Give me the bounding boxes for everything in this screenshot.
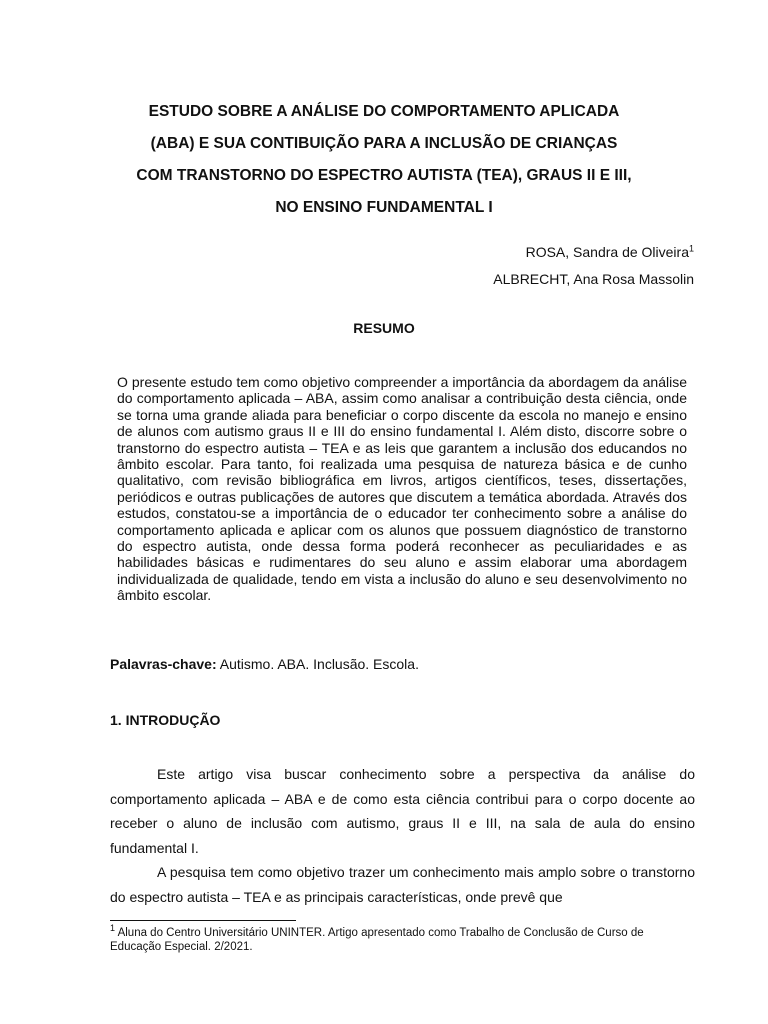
abstract-heading: RESUMO xyxy=(353,320,415,336)
body-paragraph: Este artigo visa buscar conhecimento sobre a perspectiva da análise do comportamento aplicada – ABA e de como esta ciência contribui para o corpo docente ao receber o aluno de inclusão com autismo, graus II e III, na sala de aula do ensino fundamental I. xyxy=(110,766,695,856)
keywords-line xyxy=(110,656,419,672)
section-heading-introducao: 1. INTRODUÇÃO xyxy=(110,712,221,728)
author-albrecht xyxy=(493,271,694,287)
section-body xyxy=(110,762,695,909)
footnote-mark: 1 xyxy=(110,923,116,934)
author-name: ALBRECHT, Ana Rosa Massolin xyxy=(493,271,694,287)
footnote-marker: 1 xyxy=(688,243,694,254)
keywords-values: Autismo. ABA. Inclusão. Escola. xyxy=(219,656,419,672)
abstract-text: O presente estudo tem como objetivo compreender a importância da abordagem da análise do comportamento aplicada – ABA, assim como analisar a contribuição desta ciência, onde se torna uma grande aliada para beneficiar o corpo discente da escola no manejo e ensino de alunos com autismo graus II e III do ensino fundamental I. Além disto, discorre sobre o transtorno do espectro autista – TEA e as leis que garantem a inclusão dos educandos no âmbito escolar. Para tanto, foi realizada uma pesquisa de natureza básica e de cunho qualitativo, com revisão bibliográfica em livros, artigos científicos, teses, dissertações, periódicos e outras publicações de autores que discutem a temática abordada. Através dos estudos, constatou-se a importância de o educador ter conhecimento sobre a análise do comportamento aplicada e aplicar com os alunos que possuem diagnóstico de transtorno do espectro autista, onde dessa forma poderá reconhecer as peculiaridades e as habilidades básicas e rudimentares do seu aluno e assim elaborar uma abordagem individualizada de qualidade, tendo em vista a inclusão do aluno e seu desenvolvimento no âmbito escolar. xyxy=(117,374,687,604)
title-line: (ABA) E SUA CONTIBUIÇÃO PARA A INCLUSÃO DE CRIANÇAS xyxy=(150,135,618,152)
title-line: NO ENSINO FUNDAMENTAL I xyxy=(275,199,493,216)
body-paragraph: A pesquisa tem como objetivo trazer um conhecimento mais amplo sobre o transtorno do espectro autista – TEA e as principais características, onde prevê que xyxy=(110,864,695,905)
author-name: ROSA, Sandra de Oliveira xyxy=(525,244,689,260)
title-line: ESTUDO SOBRE A ANÁLISE DO COMPORTAMENTO APLICADA xyxy=(148,103,620,120)
author-rosa xyxy=(526,244,694,260)
footnote xyxy=(110,923,695,954)
paper-title xyxy=(100,96,668,224)
footnote-divider xyxy=(110,920,296,921)
keywords-label: Palavras-chave: xyxy=(110,656,217,672)
title-line: COM TRANSTORNO DO ESPECTRO AUTISTA (TEA), GRAUS II E III, xyxy=(136,167,632,184)
footnote-text: Aluna do Centro Universitário UNINTER. Artigo apresentado como Trabalho de Conclusão de Curso de Educação Especial. 2/2021. xyxy=(110,927,644,953)
